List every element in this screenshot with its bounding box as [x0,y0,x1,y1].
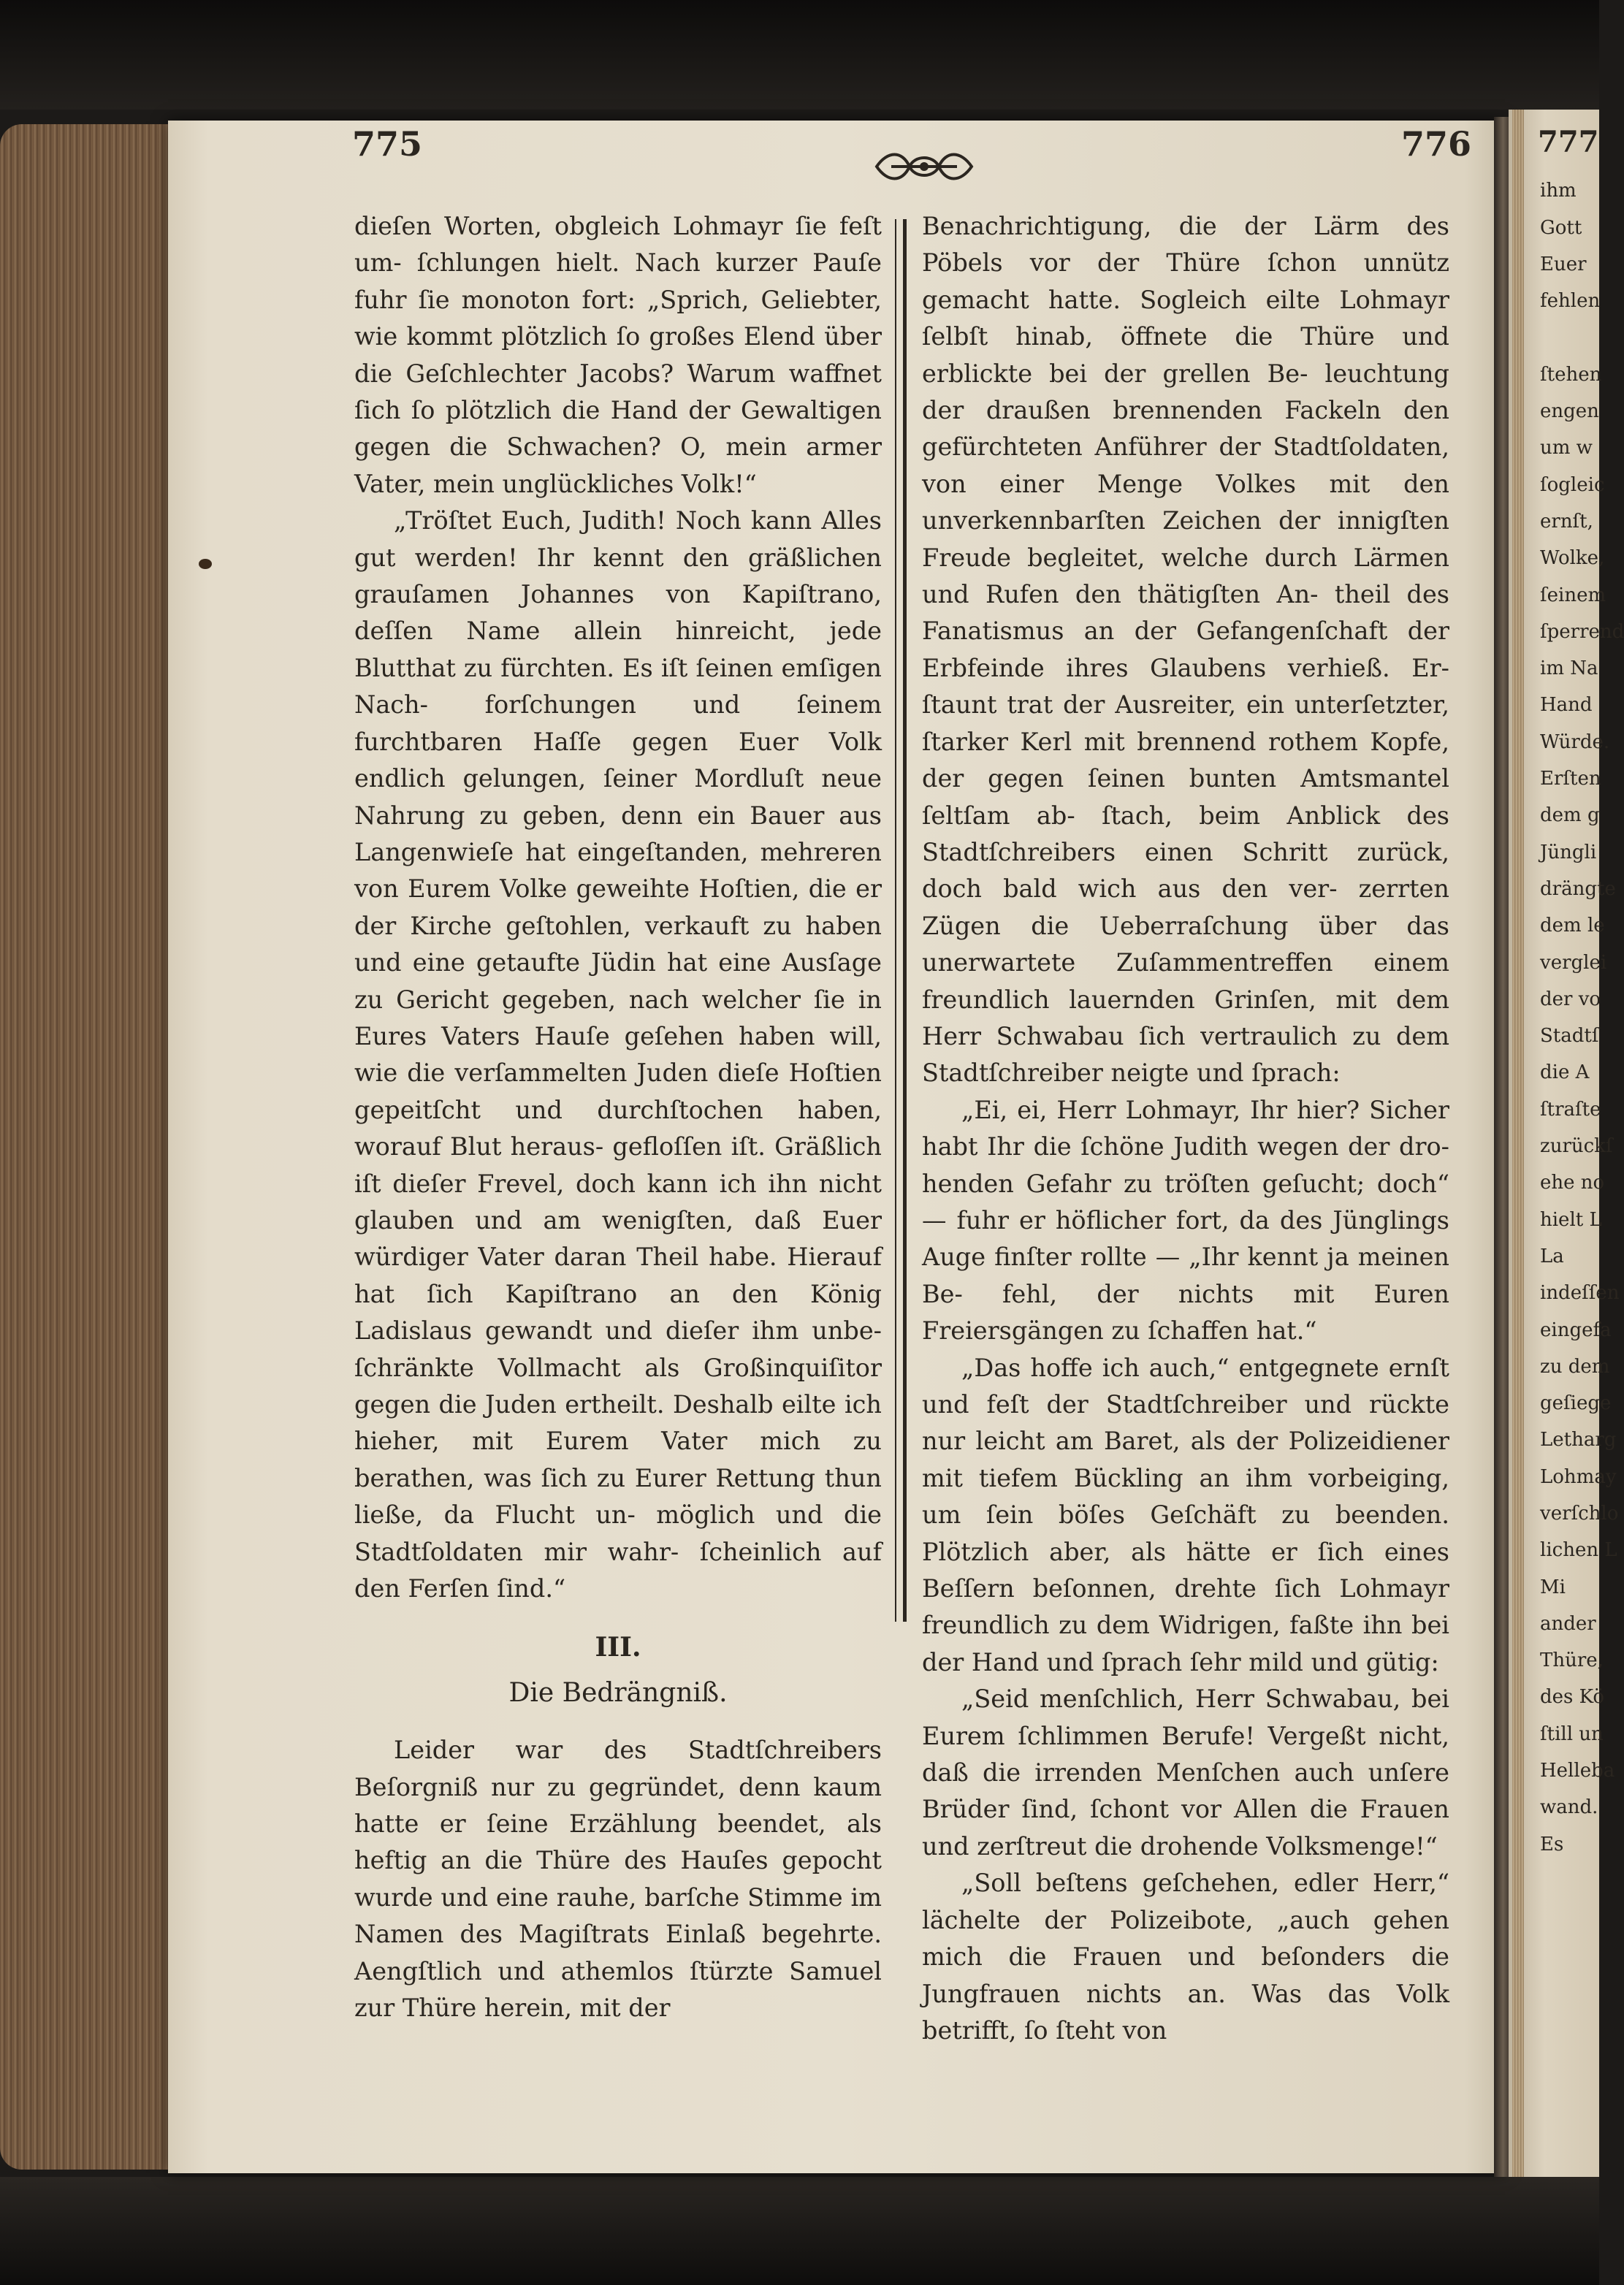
next-page-line: dem g [1540,804,1600,827]
next-page-line: ſperrend [1540,620,1624,643]
next-page-line: Jüngli [1540,841,1597,863]
next-page-line: Lohmay [1540,1465,1617,1488]
next-page-line: zurückſ [1540,1135,1613,1158]
next-page-line: Wolke, [1540,547,1605,570]
section-numeral: III. [595,1632,641,1663]
next-page-line: engen [1540,400,1599,423]
next-page-line: ſtehen [1540,363,1602,386]
next-page-line: des Kö [1540,1686,1605,1709]
next-page-line: ernſt, [1540,510,1593,533]
column-rule [903,219,907,1622]
next-page-line: ſtraſte [1540,1098,1601,1121]
next-page-line: fehlen [1540,290,1601,313]
next-page-line: ihm [1540,180,1577,202]
ornament-icon [869,145,979,188]
left-text-column [354,208,882,2027]
next-page-line: Würde. [1540,730,1610,753]
next-page-line: verglei [1540,951,1607,974]
page-number-left: 775 [352,124,423,164]
next-page-line: Gott [1540,216,1582,239]
next-page-line: drängte [1540,877,1616,900]
page-number-next: 777 [1538,125,1599,159]
paragraph: „Seid menſchlich, Herr Schwabau, bei Eurem ſchlimmen Berufe! Vergeßt nicht, daß die irrenden Menſchen auch unſere Brüder ſind, ſchont vor Allen die Frauen und zerſtreut die drohende Volksmenge!“ [922,1685,1449,1861]
page-number-right: 776 [1401,124,1472,164]
next-page-line: die A [1540,1061,1590,1084]
next-page-line: Es [1540,1833,1564,1855]
paragraph: Leider war des Stadtſchreibers Beſorgniß nur zu gegründet, denn kaum hatte er ſeine Erzählung beendet, als heftig an die Thüre des Hauſes gepocht wurde und eine rauhe, barſche Stimme im Namen des Magiſtrats Einlaß begehrte. Aengſtlich und athemlos ſtürzte Samuel zur Thüre herein, mit der [354,1736,882,2023]
next-page-line: Erſten [1540,768,1601,790]
next-page-line [1540,319,1606,356]
next-page-line: Mi [1540,1576,1566,1598]
ink-stain [199,559,212,569]
paragraph: „Soll beſtens geſchehen, edler Herr,“ lächelte der Polizeibote, „auch gehen mich die Frauen und beſonders die Jungfrauen nichts an. Was das Volk betrifft, ſo ſteht von [922,1869,1449,2045]
next-page-line: ehe no [1540,1172,1605,1194]
next-page-line: verſchlo [1540,1502,1619,1525]
next-page-line: Stadtſ [1540,1025,1599,1048]
next-page-line: ſogleic [1540,473,1605,496]
next-page-line: ſeinem [1540,584,1606,606]
paragraph: „Das hoffe ich auch,“ entgegnete ernſt und feſt der Stadtſchreiber und rückte nur leicht am Baret, als der Polizeidiener mit tiefem Bückling an ihm vorbeiging, um ſein böſes Geſchäft zu beenden. Plötzlich aber, als hätte er ſich eines Beſſern beſonnen, drehte ſich Lohmayr freundlich zu dem Widrigen, faßte ihn bei der Hand und ſprach ſehr mild und gütig: [922,1353,1449,1676]
paragraph: dieſen Worten, obgleich Lohmayr ſie feſt um- ſchlungen hielt. Nach kurzer Pauſe fuhr ſie monoton fort: „Sprich, Geliebter, wie kommt plötzlich ſo großes Elend über die Geſchlechter Jacobs? Warum waffnet ſich ſo plötzlich die Hand der Gewaltigen gegen die Schwachen? O, mein armer Vater, mein unglückliches Volk!“ [354,212,882,498]
next-page-line: La [1540,1245,1564,1267]
next-page-line: Thüre, [1540,1649,1604,1672]
next-page-line: Helleba [1540,1760,1615,1782]
next-page-line: ſtill un [1540,1723,1604,1745]
next-page-line: Hand [1540,694,1593,717]
section-title: Die Bedrängniß. [508,1677,728,1708]
next-page-line: im Na [1540,657,1598,680]
next-page-line: ander [1540,1612,1596,1635]
next-page-line: geſiege [1540,1392,1612,1415]
next-page-line: Letharg [1540,1429,1617,1452]
next-page-line: hielt L [1540,1208,1602,1231]
page-fore-edge [0,124,183,2170]
next-page-line: eingefa [1540,1319,1612,1341]
paragraph: Benachrichtigung, die der Lärm des Pöbels vor der Thüre ſchon unnütz gemacht hatte. Sogleich eilte Lohmayr ſelbſt hinab, öffnete die Thüre und erblickte bei der grellen Be- leuchtung der draußen brennenden Fackeln den gefürchteten Anführer der Stadtſoldaten, von einer Menge Volkes mit den unverkennbarſten Zeichen der innigſten Freude begleitet, welche durch Lärmen und Rufen den thätigſten An- theil des Fanatismus an der Gefangenſchaft der Erbfeinde ihres Glaubens verhieß. Er- ſtaunt trat der Ausreiter, ein unterſetzter, ſtarker Kerl mit brennend rothem Kopfe, der gegen ſeinen bunten Amtsmantel ſeltſam ab- ſtach, beim Anblick des Stadtſchreibers einen Schritt zurück, doch bald wich aus den ver- zerrten Zügen die Ueberraſchung über das unerwartete Zuſammentreffen einem freundlich lauernden Grinſen, mit dem Herr Schwabau ſich vertraulich zu dem Stadtſchreiber neigte und ſprach: [922,212,1449,1088]
next-page-line: wand. [1540,1796,1598,1819]
next-page-edge [1512,110,1524,2177]
next-page-line: Euer [1540,253,1587,275]
next-page-line: lichen L [1540,1539,1617,1562]
next-page-line: der vo [1540,988,1601,1010]
right-text-column [922,208,1449,2049]
next-page-line: dem le [1540,915,1605,937]
next-page-line: indeſſen [1540,1282,1620,1305]
next-page-lines [1540,172,1624,1863]
book-cover-bottom [0,2177,1599,2285]
column-rule-thin [895,219,896,1622]
next-page-line: um w [1540,437,1593,459]
next-page-column [1538,124,1624,1863]
paragraph: „Ei, ei, Herr Lohmayr, Ihr hier? Sicher habt Ihr die ſchöne Judith wegen der dro- henden Gefahr zu tröſten geſucht; doch“ — fuhr er höflicher fort, da des Jünglings Auge finſter rollte — „Ihr kennt ja meinen Be- fehl, der nichts mit Euren Freiersgängen zu ſchaffen hat.“ [922,1095,1449,1346]
paragraph: „Tröſtet Euch, Judith! Noch kann Alles gut werden! Ihr kennt den gräßlichen grauſamen Johannes von Kapiſtrano, deſſen Name allein hinreicht, jede Blutthat zu fürchten. Es iſt ſeinen emſigen Nach- forſchungen und ſeinem furchtbaren Haſſe gegen Euer Volk endlich gelungen, ſeiner Mordluſt neue Nahrung zu geben, denn ein Bauer aus Langenwieſe hat eingeſtanden, mehreren von Eurem Volke geweihte Hoſtien, die er der Kirche geſtohlen, verkauft zu haben und eine getaufte Jüdin hat eine Ausſage zu Gericht gegeben, nach welcher ſie in Eures Vaters Hauſe geſehen haben will, wie die verſammelten Juden dieſe Hoſtien gepeitſcht und durchſtochen haben, worauf Blut heraus- gefloſſen iſt. Gräßlich iſt dieſer Frevel, doch kann ich ihn nicht glauben und am wenigſten, daß Euer würdiger Vater daran Theil habe. Hierauf hat ſich Kapiſtrano an den König Ladislaus gewandt und dieſer ihm unbe- ſchränkte Vollmacht als Großinquiſitor gegen die Juden ertheilt. Deshalb eilte ich hieher, mit Eurem Vater mich zu berathen, was ſich zu Eurer Rettung thun ließe, da Flucht un- möglich und die Stadtſoldaten mir wahr- ſcheinlich auf den Ferſen ſind.“ [354,506,882,1603]
book-cover-top [0,0,1599,110]
next-page-line: zu dem [1540,1355,1610,1378]
